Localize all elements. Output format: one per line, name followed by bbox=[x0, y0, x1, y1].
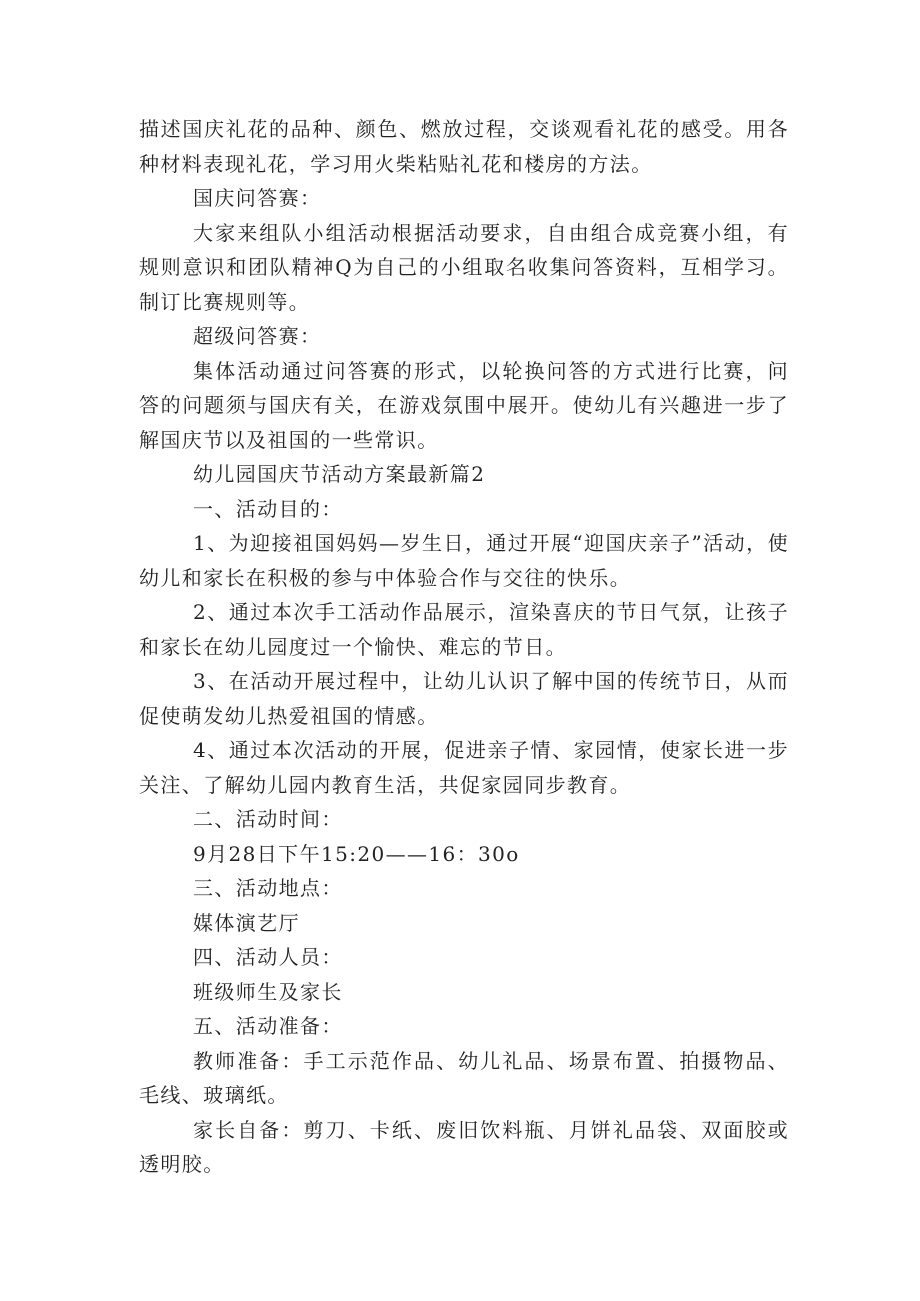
paragraph: 1、为迎接祖国妈妈—岁生日，通过开展“迎国庆亲子”活动，使幼儿和家长在积极的参与中体验合作与交往的快乐。 bbox=[139, 531, 789, 590]
section-heading: 三、活动地点： bbox=[193, 876, 343, 900]
paragraph: 4、通过本次活动的开展，促进亲子情、家园情，使家长进一步关注、了解幼儿园内教育生活，共促家园同步教育。 bbox=[139, 738, 789, 797]
paragraph: 媒体演艺厅 bbox=[193, 910, 300, 935]
paragraph: 2、通过本次手工活动作品展示，渲染喜庆的节日气氛，让孩子和家长在幼儿园度过一个愉快、难忘的节日。 bbox=[139, 600, 789, 659]
paragraph: 超级问答赛： bbox=[193, 324, 322, 348]
document-body bbox=[139, 112, 789, 1182]
section-heading: 四、活动人员： bbox=[193, 945, 343, 969]
section-title: 幼儿园国庆节活动方案最新篇2 bbox=[193, 462, 486, 486]
paragraph: 3、在活动开展过程中，让幼儿认识了解中国的传统节日，从而促使萌发幼儿热爱祖国的情感。 bbox=[139, 669, 789, 728]
paragraph: 班级师生及家长 bbox=[193, 979, 343, 1004]
paragraph: 9月28日下午15:20——16：30o bbox=[193, 841, 520, 866]
paragraph: 集体活动通过问答赛的形式，以轮换问答的方式进行比赛，问答的问题须与国庆有关，在游戏氛围中展开。使幼儿有兴趣进一步了解国庆节以及祖国的一些常识。 bbox=[139, 358, 789, 452]
paragraph: 国庆问答赛： bbox=[193, 186, 322, 210]
paragraph: 大家来组队小组活动根据活动要求，自由组合成竞赛小组，有规则意识和团队精神Q为自己的小组取名收集问答资料，互相学习。制订比赛规则等。 bbox=[139, 220, 789, 314]
section-heading: 二、活动时间： bbox=[193, 807, 343, 831]
paragraph: 描述国庆礼花的品种、颜色、燃放过程，交谈观看礼花的感受。用各种材料表现礼花，学习用火柴粘贴礼花和楼房的方法。 bbox=[139, 117, 789, 176]
section-heading: 五、活动准备： bbox=[193, 1014, 343, 1038]
section-heading: 一、活动目的： bbox=[193, 496, 343, 521]
paragraph: 家长自备：剪刀、卡纸、废旧饮料瓶、月饼礼品袋、双面胶或透明胶。 bbox=[139, 1117, 789, 1176]
paragraph: 教师准备：手工示范作品、幼儿礼品、场景布置、拍摄物品、毛线、玻璃纸。 bbox=[139, 1048, 789, 1107]
